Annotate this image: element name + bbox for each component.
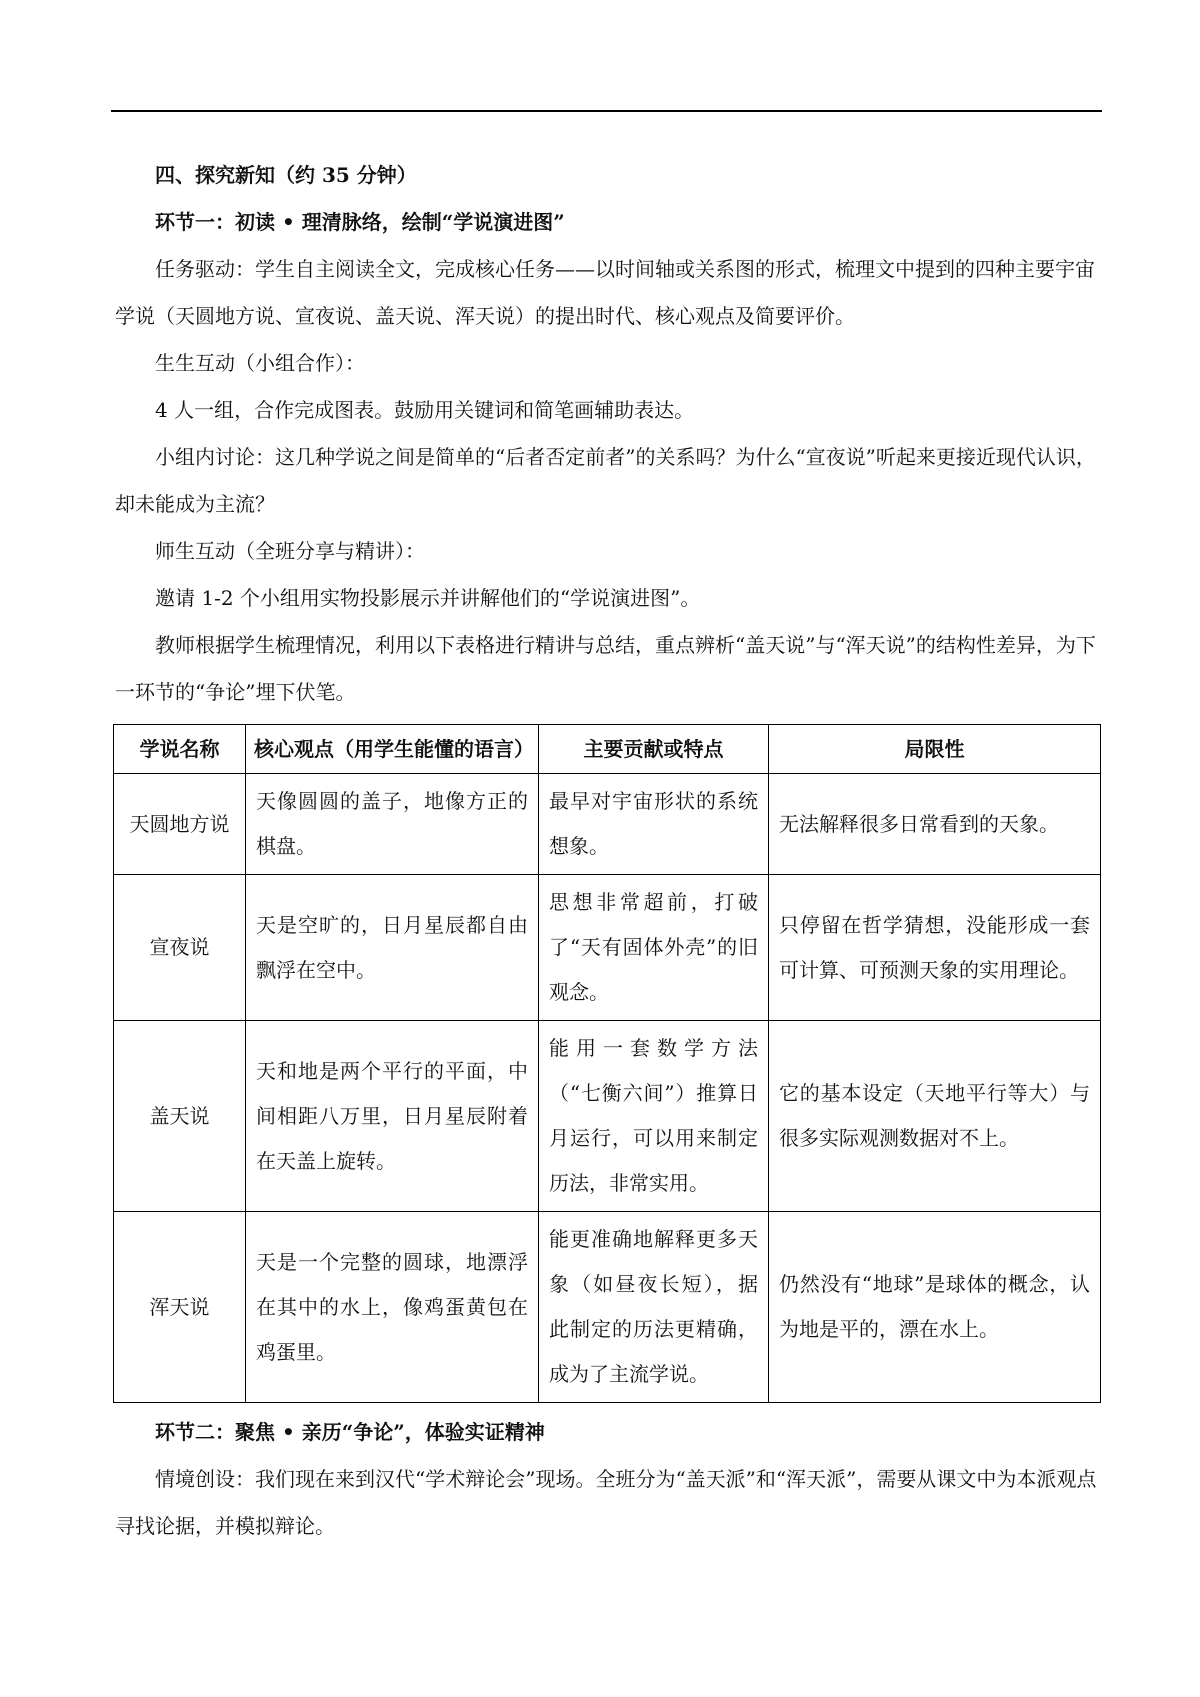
limitation-cell: 只停留在哲学猜想，没能形成一套可计算、可预测天象的实用理论。 xyxy=(769,875,1101,1021)
table-header-cell: 主要贡献或特点 xyxy=(539,725,769,774)
core-view-cell: 天是空旷的，日月星辰都自由飘浮在空中。 xyxy=(246,875,539,1021)
section-title: 四、探究新知（约 35 分钟） xyxy=(155,163,417,187)
table-header-cell: 核心观点（用学生能懂的语言） xyxy=(246,725,539,774)
core-view-cell: 天像圆圆的盖子，地像方正的棋盘。 xyxy=(246,774,539,875)
group-task-paragraph: 4 人一组，合作完成图表。鼓励用关键词和简笔画辅助表达。 xyxy=(155,398,695,422)
table-row xyxy=(114,774,1101,875)
core-view-cell: 天是一个完整的圆球，地漂浮在其中的水上，像鸡蛋黄包在鸡蛋里。 xyxy=(246,1212,539,1403)
theory-name-cell: 盖天说 xyxy=(114,1021,246,1212)
contribution-cell: 能用一套数学方法（“七衡六间”）推算日月运行，可以用来制定历法，非常实用。 xyxy=(539,1021,769,1212)
document-body xyxy=(115,152,1098,1550)
presentation-paragraph: 邀请 1-2 个小组用实物投影展示并讲解他们的“学说演进图”。 xyxy=(155,586,701,610)
table-header-cell: 局限性 xyxy=(769,725,1101,774)
contribution-cell: 思想非常超前，打破了“天有固体外壳”的旧观念。 xyxy=(539,875,769,1021)
peer-interaction-label: 生生互动（小组合作）： xyxy=(155,351,365,375)
core-view-cell: 天和地是两个平行的平面，中间相距八万里，日月星辰附着在天盖上旋转。 xyxy=(246,1021,539,1212)
theory-name-cell: 浑天说 xyxy=(114,1212,246,1403)
table-header-cell: 学说名称 xyxy=(114,725,246,774)
contribution-cell: 能更准确地解释更多天象（如昼夜长短），据此制定的历法更精确，成为了主流学说。 xyxy=(539,1212,769,1403)
theories-table xyxy=(113,724,1101,1403)
scenario-paragraph: 情境创设：我们现在来到汉代“学术辩论会”现场。全班分为“盖天派”和“浑天派”，需要从课文中为本派观点寻找论据，并模拟辩论。 xyxy=(115,1467,1097,1538)
table-row xyxy=(114,1021,1101,1212)
table-header-row xyxy=(114,725,1101,774)
contribution-cell: 最早对宇宙形状的系统想象。 xyxy=(539,774,769,875)
limitation-cell: 无法解释很多日常看到的天象。 xyxy=(769,774,1101,875)
limitation-cell: 仍然没有“地球”是球体的概念，认为地是平的，漂在水上。 xyxy=(769,1212,1101,1403)
table-row xyxy=(114,875,1101,1021)
limitation-cell: 它的基本设定（天地平行等大）与很多实际观测数据对不上。 xyxy=(769,1021,1101,1212)
summary-paragraph: 教师根据学生梳理情况，利用以下表格进行精讲与总结，重点辨析“盖天说”与“浑天说”的结构性差异，为下一环节的“争论”埋下伏笔。 xyxy=(115,633,1096,704)
header-rule xyxy=(111,110,1102,112)
theory-name-cell: 天圆地方说 xyxy=(114,774,246,875)
step1-heading: 环节一：初读 • 理清脉络，绘制“学说演进图” xyxy=(155,210,565,234)
task-paragraph: 任务驱动：学生自主阅读全文，完成核心任务——以时间轴或关系图的形式，梳理文中提到的四种主要宇宙学说（天圆地方说、宣夜说、盖天说、浑天说）的提出时代、核心观点及简要评价。 xyxy=(115,257,1095,328)
group-discussion-paragraph: 小组内讨论：这几种学说之间是简单的“后者否定前者”的关系吗？为什么“宣夜说”听起来更接近现代认识，却未能成为主流？ xyxy=(115,445,1096,516)
theory-name-cell: 宣夜说 xyxy=(114,875,246,1021)
table-row xyxy=(114,1212,1101,1403)
step2-heading: 环节二：聚焦 • 亲历“争论”，体验实证精神 xyxy=(155,1420,545,1444)
teacher-interaction-label: 师生互动（全班分享与精讲）： xyxy=(155,539,425,563)
